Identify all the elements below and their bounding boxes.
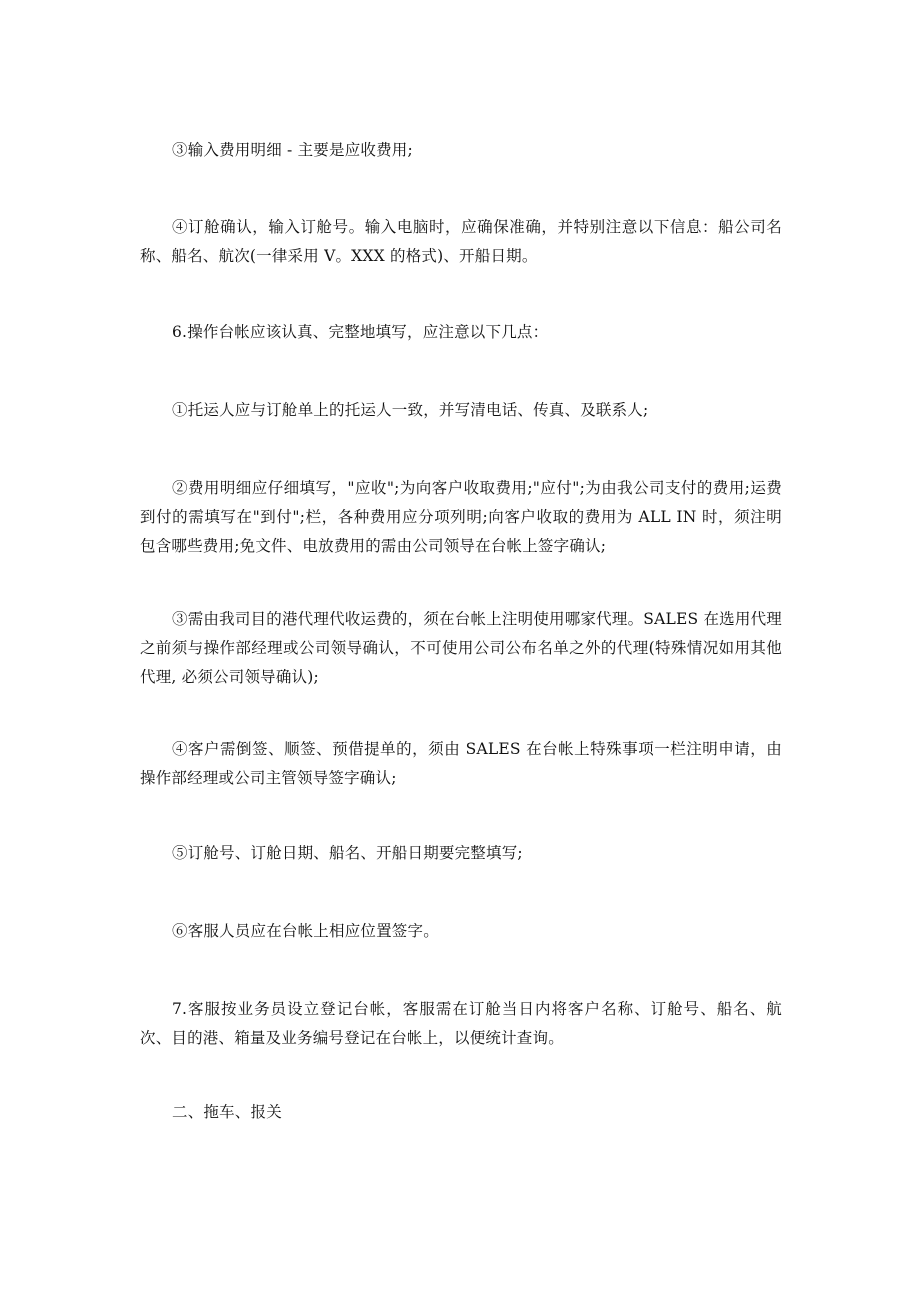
paragraph-shipper: ①托运人应与订舱单上的托运人一致，并写清电话、传真、及联系人; (172, 401, 649, 419)
paragraph-booking-fields: ⑤订舱号、订舱日期、船名、开船日期要完整填写; (172, 844, 523, 862)
paragraph-fee-details: ②费用明细应仔细填写，"应收";为向客户收取费用;"应付";为由我公司支付的费用;运费到付的需填写在"到付";栏，各种费用应分项列明;向客户收取的费用为 ALL IN 时，须注明包含哪些费用;免文件、电放费用的需由公司领导在台帐上签字确认; (140, 479, 782, 555)
paragraph-signature: ⑥客服人员应在台帐上相应位置签字。 (172, 922, 439, 940)
section-heading-trucking-customs: 二、拖车、报关 (172, 1103, 282, 1121)
section-heading-registration: 7.客服按业务员设立登记台帐，客服需在订舱当日内将客户名称、订舱号、船名、航次、目的港、箱量及业务编号登记在台帐上，以便统计查询。 (140, 1000, 782, 1047)
paragraph-expense-details: ③输入费用明细 - 主要是应收费用; (172, 141, 413, 159)
paragraph-destination-agent: ③需由我司目的港代理代收运费的，须在台帐上注明使用哪家代理。SALES 在选用代理之前须与操作部经理或公司领导确认，不可使用公司公布名单之外的代理(特殊情况如用其他代理, 必须公司领导确认); (140, 610, 782, 686)
paragraph-bill-of-lading: ④客户需倒签、顺签、预借提单的，须由 SALES 在台帐上特殊事项一栏注明申请，由操作部经理或公司主管领导签字确认; (140, 740, 782, 787)
section-heading-ledger: 6.操作台帐应该认真、完整地填写，应注意以下几点： (172, 323, 549, 341)
paragraph-booking-confirmation: ④订舱确认，输入订舱号。输入电脑时，应确保准确，并特别注意以下信息：船公司名称、船名、航次(一律采用 V。XXX 的格式)、开船日期。 (140, 218, 782, 265)
